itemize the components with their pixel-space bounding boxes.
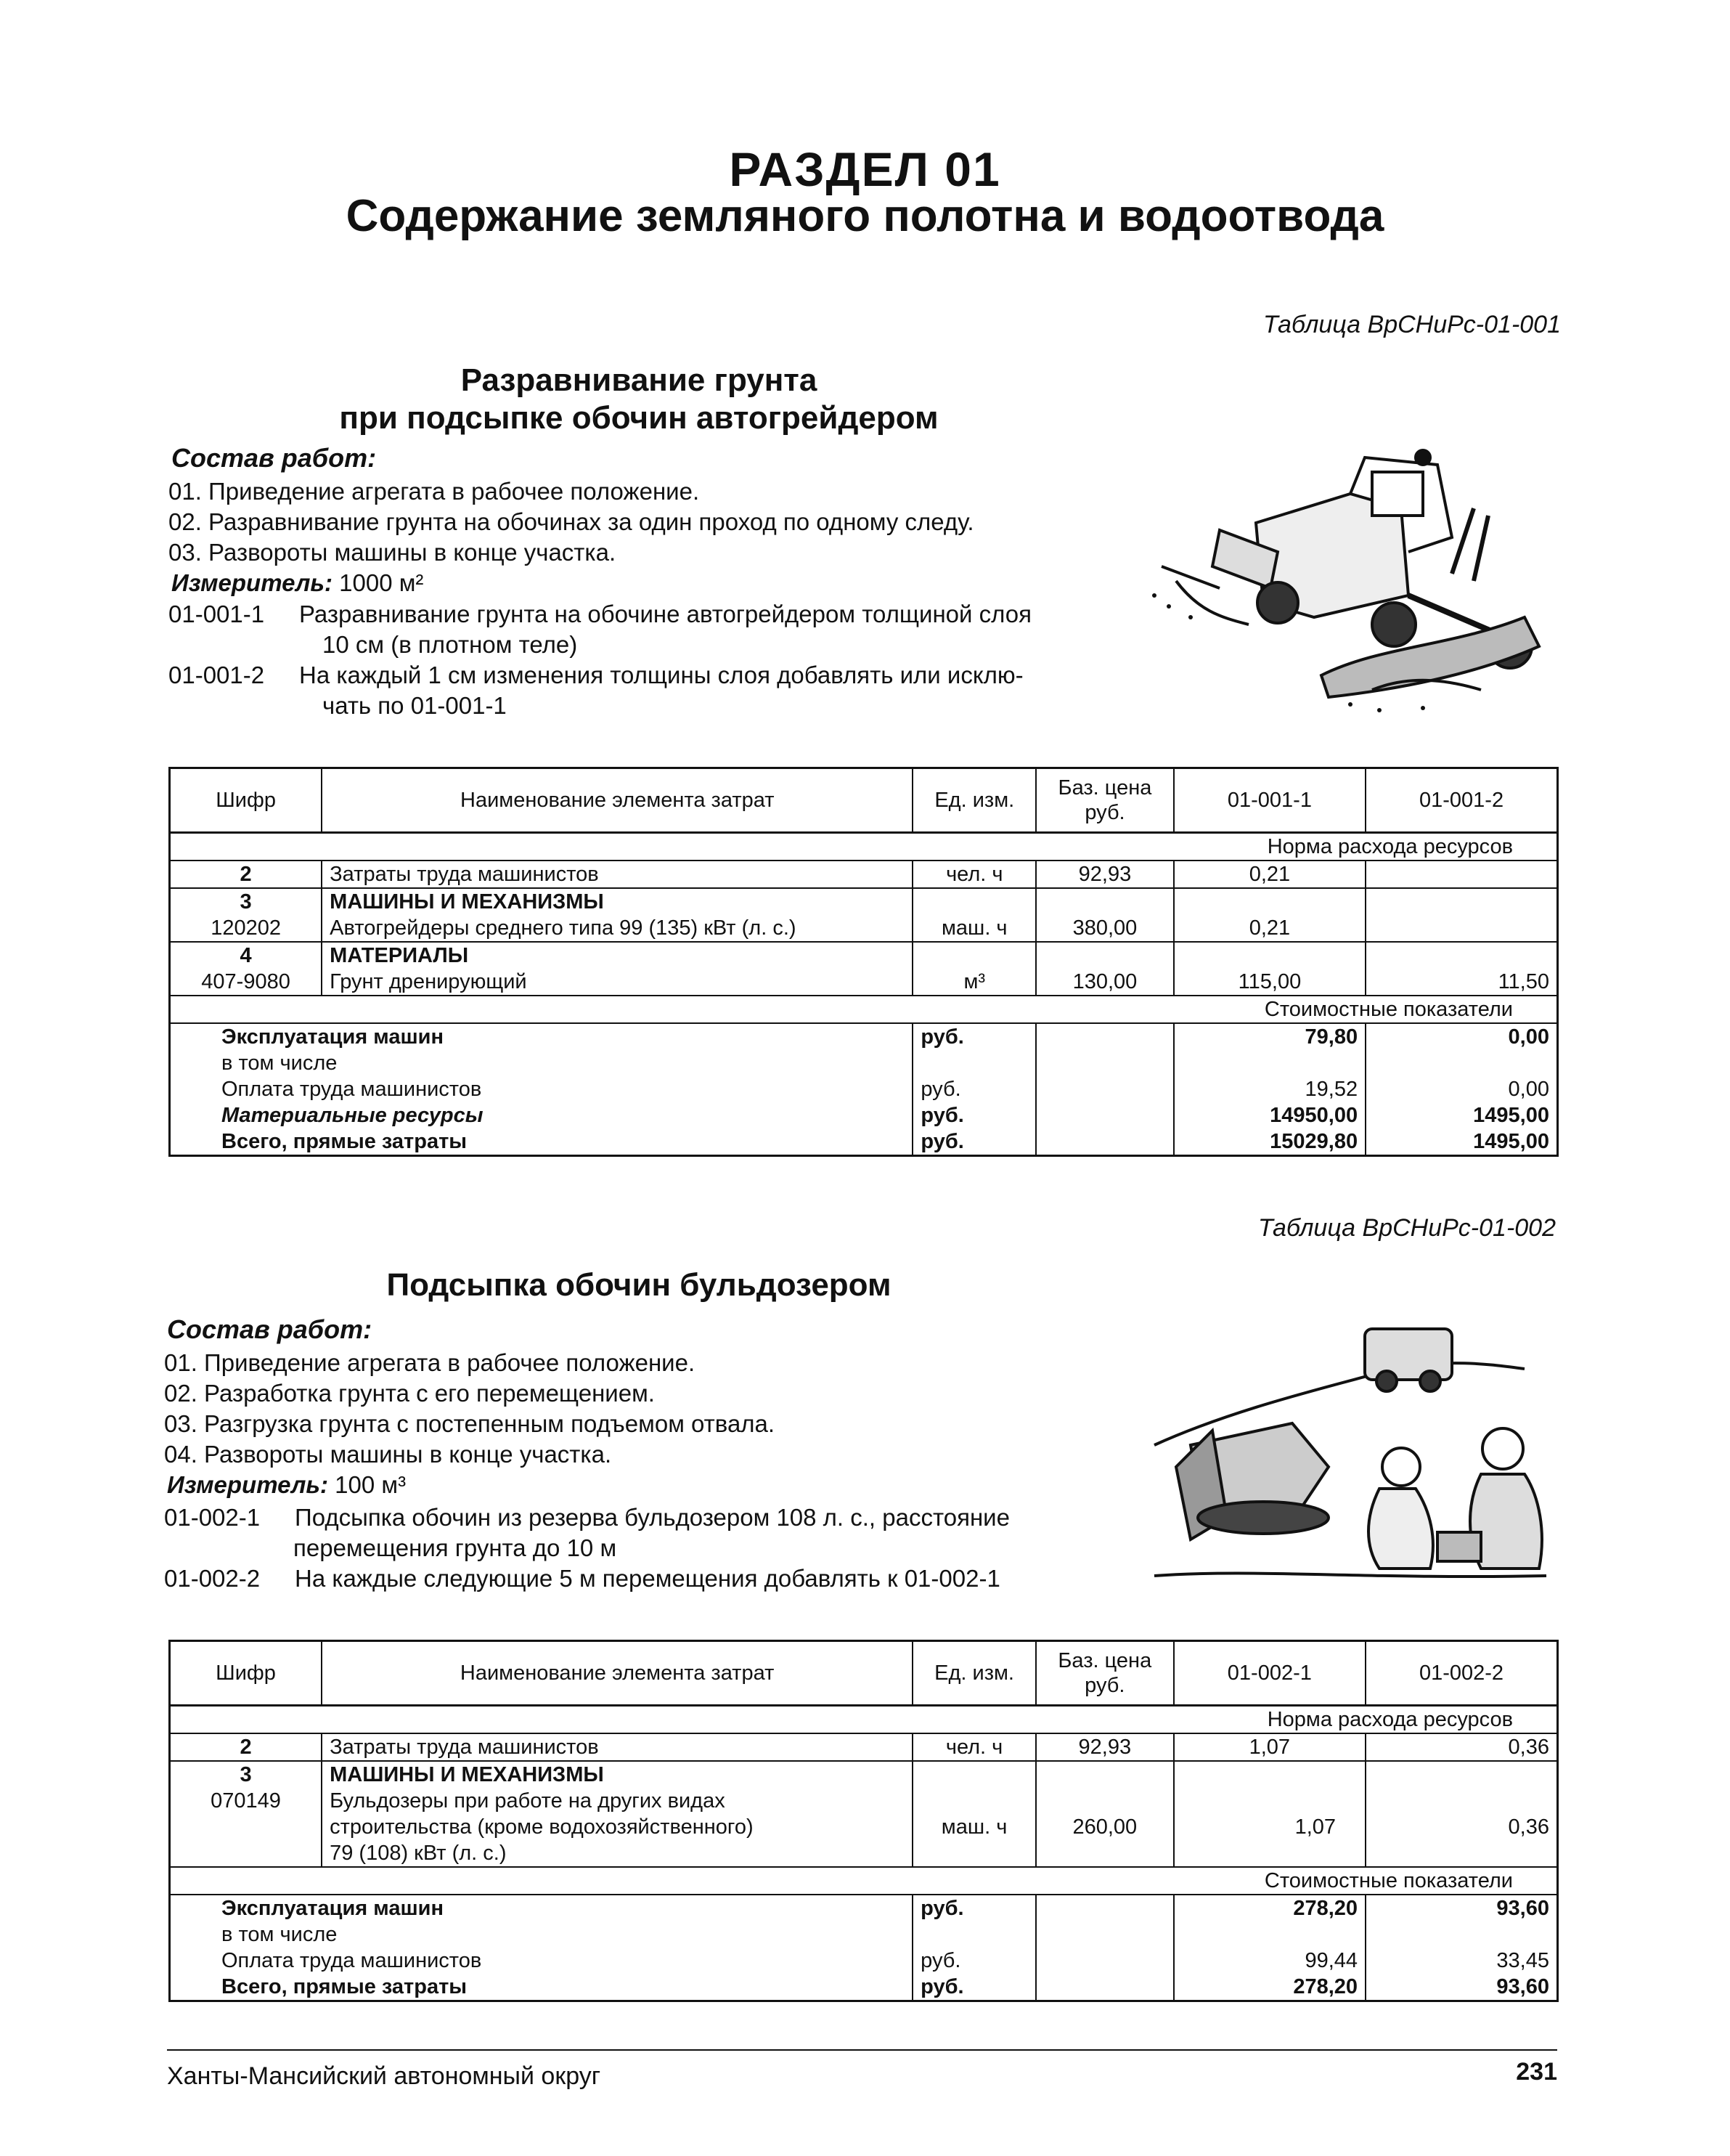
cost-unit: руб.	[913, 1128, 1036, 1156]
motor-grader-illustration	[1133, 428, 1561, 719]
measure-value: 100 м³	[328, 1471, 407, 1498]
section-label: Норма расхода ресурсов	[170, 833, 1558, 861]
cell-code: 4	[170, 942, 322, 969]
table-row	[170, 1788, 1558, 1867]
cost-unit: руб.	[913, 1023, 1036, 1050]
cell-name	[322, 1788, 913, 1867]
work-item	[164, 1503, 1180, 1569]
cost-row	[170, 1050, 1558, 1076]
section-row	[170, 1867, 1558, 1895]
section-row	[170, 833, 1558, 861]
work-step: 01. Приведение агрегата в рабочее положение.	[168, 478, 700, 505]
work-item	[168, 600, 1185, 665]
cost-name: в том числе	[170, 1921, 913, 1948]
work-item	[168, 661, 1185, 726]
cost-unit: руб.	[913, 1948, 1036, 1974]
cost-name: Эксплуатация машин	[170, 1895, 913, 1921]
item-text: перемещения грунта до 10 м	[293, 1534, 617, 1561]
cell-unit: маш. ч	[913, 915, 1036, 942]
item-code: 01-001-2	[168, 662, 265, 688]
cell-unit: маш. ч	[913, 1788, 1036, 1867]
cost-value: 79,80	[1174, 1023, 1366, 1050]
cost-row	[170, 1102, 1558, 1128]
cell-value: 11,50	[1366, 969, 1557, 996]
heading-line: Разравнивание грунта	[460, 362, 817, 398]
cost-value: 99,44	[1174, 1948, 1366, 1974]
cost-value: 33,45	[1366, 1948, 1557, 1974]
item-code: 01-002-2	[164, 1565, 261, 1592]
cell-price: 92,93	[1036, 1733, 1174, 1761]
sostav-label: Состав работ:	[167, 1314, 372, 1344]
sostav-label: Состав работ:	[171, 443, 377, 473]
column-header: Шифр	[170, 1641, 322, 1706]
item-text: Подсыпка обочин из резерва бульдозером 108 л. с., расстояние	[295, 1504, 1010, 1531]
item-text: чать по 01-001-1	[322, 692, 507, 719]
cell-name: МАШИНЫ И МЕХАНИЗМЫ	[322, 1761, 913, 1788]
cost-value: 278,20	[1174, 1974, 1366, 2001]
cost-value: 93,60	[1366, 1895, 1557, 1921]
table-reference: Таблица ВрСНиРс-01-002	[1257, 1214, 1556, 1242]
cost-value: 278,20	[1174, 1895, 1366, 1921]
section-label: Норма расхода ресурсов	[170, 1706, 1558, 1734]
cost-name: Всего, прямые затраты	[170, 1974, 913, 2001]
cell-price: 260,00	[1036, 1788, 1174, 1867]
cell-name: МАШИНЫ И МЕХАНИЗМЫ	[322, 888, 913, 915]
cell-unit: м³	[913, 969, 1036, 996]
table-row	[170, 1733, 1558, 1761]
cell-code: 2	[170, 1733, 322, 1761]
cell-code: 3	[170, 888, 322, 915]
cost-name: в том числе	[170, 1050, 913, 1076]
cost-unit: руб.	[913, 1076, 1036, 1102]
item-text: На каждый 1 см изменения толщины слоя добавлять или исклю-	[299, 662, 1024, 688]
name-line: 79 (108) кВт (л. с.)	[330, 1842, 507, 1865]
table-row	[170, 942, 1558, 969]
cell-value: 0,36	[1366, 1733, 1557, 1761]
cell-name: Автогрейдеры среднего типа 99 (135) кВт (л. с.)	[322, 915, 913, 942]
cell-code: 070149	[170, 1788, 322, 1867]
cost-value: 19,52	[1174, 1076, 1366, 1102]
cell-value: 1,07	[1174, 1733, 1366, 1761]
column-header: 01-001-2	[1366, 768, 1557, 833]
cell-value	[1366, 915, 1557, 942]
table-header-row	[170, 1641, 1558, 1706]
cost-name: Всего, прямые затраты	[170, 1128, 913, 1156]
name-line: Бульдозеры при работе на других видах	[330, 1789, 725, 1813]
cost-row	[170, 1921, 1558, 1948]
cell-name: МАТЕРИАЛЫ	[322, 942, 913, 969]
table-row	[170, 1761, 1558, 1788]
bulldozer-workers-illustration	[1147, 1300, 1554, 1590]
cell-name: Грунт дренирующий	[322, 969, 913, 996]
work-step: 03. Развороты машины в конце участка.	[168, 539, 616, 566]
cost-value: 14950,00	[1174, 1102, 1366, 1128]
cost-unit: руб.	[913, 1974, 1036, 2001]
cost-name: Эксплуатация машин	[170, 1023, 913, 1050]
column-header: Ед. изм.	[913, 1641, 1036, 1706]
work-step: 02. Разработка грунта с его перемещением.	[164, 1380, 655, 1407]
work-step: 01. Приведение агрегата в рабочее положение.	[164, 1349, 695, 1376]
table-row	[170, 969, 1558, 996]
cell-name: Затраты труда машинистов	[322, 1733, 913, 1761]
footer-region: Ханты-Мансийский автономный округ	[167, 2062, 601, 2090]
cell-code: 3	[170, 1761, 322, 1788]
measure-label: Измеритель:	[167, 1471, 328, 1498]
column-header: Баз. цена руб.	[1036, 768, 1174, 833]
table-header-row	[170, 768, 1558, 833]
column-header: Ед. изм.	[913, 768, 1036, 833]
cell-value	[1366, 861, 1557, 888]
table-row	[170, 861, 1558, 888]
table-heading	[167, 362, 1111, 437]
column-header: 01-002-2	[1366, 1641, 1557, 1706]
cost-value: 1495,00	[1366, 1102, 1557, 1128]
measure	[171, 568, 423, 598]
item-text: 10 см (в плотном теле)	[322, 631, 578, 658]
cell-value: 115,00	[1174, 969, 1366, 996]
work-item	[164, 1564, 1180, 1598]
cost-row	[170, 1948, 1558, 1974]
table-reference: Таблица ВрСНиРс-01-001	[1262, 311, 1561, 338]
section-row	[170, 996, 1558, 1023]
cell-value: 0,36	[1366, 1788, 1557, 1867]
item-code: 01-002-1	[164, 1504, 261, 1531]
cost-row	[170, 1974, 1558, 2001]
work-step: 03. Разгрузка грунта с постепенным подъемом отвала.	[164, 1410, 775, 1437]
item-text: Разравнивание грунта на обочине автогрейдером толщиной слоя	[299, 601, 1032, 627]
section-subtitle: Содержание земляного полотна и водоотвода	[346, 191, 1384, 241]
measure-label: Измеритель:	[171, 569, 332, 596]
cell-unit: чел. ч	[913, 1733, 1036, 1761]
measure	[167, 1470, 406, 1500]
cost-unit: руб.	[913, 1102, 1036, 1128]
cell-value: 0,21	[1174, 915, 1366, 942]
cost-value: 1495,00	[1366, 1128, 1557, 1156]
cost-unit: руб.	[913, 1895, 1036, 1921]
cell-code: 2	[170, 861, 322, 888]
page-number: 231	[1516, 2058, 1557, 2086]
column-header: Наименование элемента затрат	[322, 1641, 913, 1706]
column-header: Наименование элемента затрат	[322, 768, 913, 833]
cost-table	[168, 767, 1559, 1157]
cost-name: Оплата труда машинистов	[170, 1076, 913, 1102]
cost-name: Оплата труда машинистов	[170, 1948, 913, 1974]
cell-unit: чел. ч	[913, 861, 1036, 888]
cell-value: 0,21	[1174, 861, 1366, 888]
cell-price: 130,00	[1036, 969, 1174, 996]
cell-price: 380,00	[1036, 915, 1174, 942]
footer-divider	[167, 2049, 1557, 2051]
cost-value: 0,00	[1366, 1076, 1557, 1102]
cost-row	[170, 1128, 1558, 1156]
section-label: Стоимостные показатели	[170, 996, 1558, 1023]
item-text: На каждые следующие 5 м перемещения добавлять к 01-002-1	[295, 1565, 1000, 1592]
cost-value: 15029,80	[1174, 1128, 1366, 1156]
table-heading: Подсыпка обочин бульдозером	[386, 1267, 891, 1303]
cost-row	[170, 1023, 1558, 1050]
column-header: 01-002-1	[1174, 1641, 1366, 1706]
column-header: Баз. цена руб.	[1036, 1641, 1174, 1706]
item-code: 01-001-1	[168, 601, 265, 627]
cost-value: 93,60	[1366, 1974, 1557, 2001]
column-header: 01-001-1	[1174, 768, 1366, 833]
cost-row	[170, 1895, 1558, 1921]
cost-value: 0,00	[1366, 1023, 1557, 1050]
cell-name: Затраты труда машинистов	[322, 861, 913, 888]
section-label: Стоимостные показатели	[170, 1867, 1558, 1895]
section-row	[170, 1706, 1558, 1734]
cell-code: 120202	[170, 915, 322, 942]
cell-value: 1,07	[1174, 1788, 1366, 1867]
work-step: 04. Развороты машины в конце участка.	[164, 1441, 612, 1468]
cost-row	[170, 1076, 1558, 1102]
table-row	[170, 915, 1558, 942]
name-line: строительства (кроме водохозяйственного)	[330, 1815, 754, 1839]
measure-value: 1000 м²	[332, 569, 424, 596]
column-header: Шифр	[170, 768, 322, 833]
heading-line: при подсыпке обочин автогрейдером	[339, 400, 939, 436]
cell-code: 407-9080	[170, 969, 322, 996]
section-title: РАЗДЕЛ 01	[729, 142, 1001, 196]
table-row	[170, 888, 1558, 915]
cost-table	[168, 1640, 1559, 2002]
cell-price: 92,93	[1036, 861, 1174, 888]
cost-name: Материальные ресурсы	[170, 1102, 913, 1128]
work-step: 02. Разравнивание грунта на обочинах за один проход по одному следу.	[168, 508, 974, 535]
